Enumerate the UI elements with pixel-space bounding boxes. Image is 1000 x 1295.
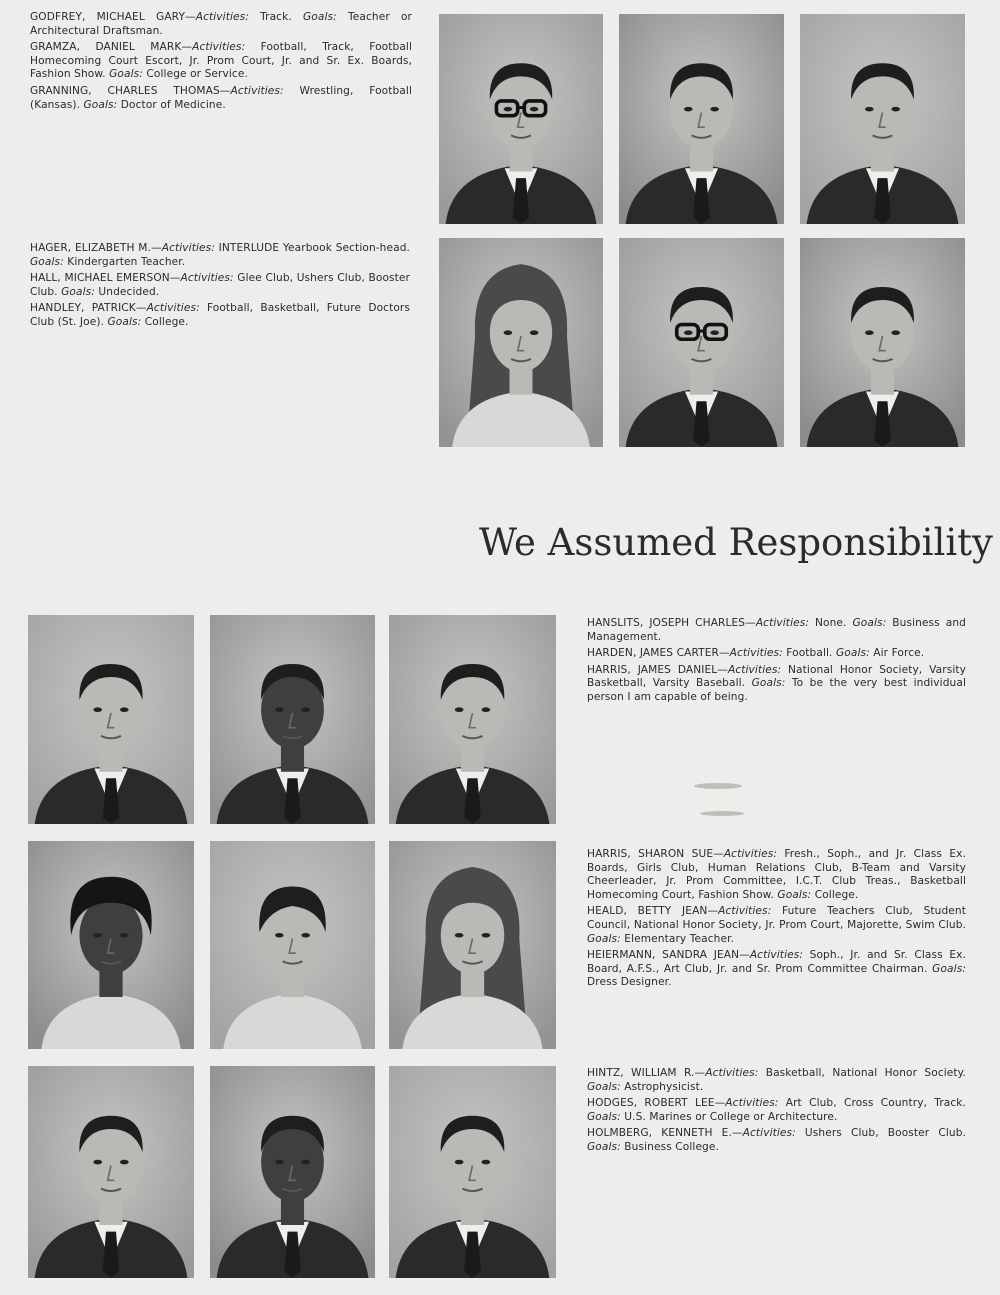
student-bio: [30, 242, 410, 269]
portrait-photo: [800, 14, 965, 224]
student-bio: [587, 949, 966, 990]
student-name: HALL, MICHAEL EMERSON—: [30, 272, 181, 285]
goals-label: Goals:: [751, 677, 786, 690]
bio-block-4: [587, 848, 966, 993]
activities-label: Activities:: [161, 242, 215, 254]
student-goals: Elementary Teacher.: [620, 932, 735, 945]
goals-label: Goals:: [587, 932, 621, 945]
student-bio: [587, 1067, 966, 1094]
student-goals: College or Service.: [142, 68, 248, 81]
portrait-photo: [210, 615, 375, 824]
goals-label: Goals:: [302, 11, 337, 23]
portrait-photo: [389, 841, 556, 1049]
student-bio: [30, 302, 410, 329]
student-name: HEALD, BETTY JEAN—: [587, 905, 719, 918]
student-bio: [587, 617, 966, 644]
goals-label: Goals:: [61, 285, 95, 298]
student-activities: Future Teachers Club, Student Council, National Honor Society, Jr. Prom Court, Majorette, Swim Club.: [587, 905, 966, 931]
student-bio: [30, 41, 412, 82]
student-goals: Kindergarten Teacher.: [63, 255, 186, 268]
portrait-photo: [439, 14, 603, 224]
activities-label: Activities:: [742, 1127, 796, 1140]
student-activities: Basketball, National Honor Society.: [758, 1067, 966, 1079]
print-smudge: [700, 811, 744, 816]
activities-label: Activities:: [729, 647, 783, 660]
student-goals: Air Force.: [869, 647, 925, 660]
goals-label: Goals:: [835, 647, 870, 660]
student-activities: Soph., Jr. and Sr. Class Ex. Board, A.F.S., Art Club, Jr. and Sr. Prom Committee Chairman.: [587, 949, 966, 975]
print-smudge: [694, 783, 742, 789]
student-goals: Business College.: [620, 1140, 719, 1153]
bio-block-3: [587, 617, 966, 708]
student-goals: College.: [811, 888, 859, 901]
student-name: HARRIS, SHARON SUE—: [587, 848, 724, 860]
portrait-photo: [210, 1066, 375, 1278]
student-goals: To be the very best individual person I am capable of being.: [587, 677, 966, 703]
portrait-photo: [389, 1066, 556, 1278]
bio-block-2: [30, 242, 410, 333]
activities-label: Activities:: [705, 1067, 759, 1079]
activities-label: Activities:: [192, 41, 246, 54]
activities-label: Activities:: [230, 84, 284, 97]
student-activities: Football, Basketball, Future Doctors Club (St. Joe).: [30, 302, 411, 328]
activities-label: Activities:: [727, 663, 782, 676]
portrait-photo: [619, 14, 784, 224]
portrait-photo: [619, 238, 784, 447]
student-goals: U.S. Marines or College or Architecture.: [620, 1110, 838, 1123]
student-bio: [587, 1097, 966, 1124]
student-activities: Football.: [782, 647, 836, 660]
goals-label: Goals:: [587, 1110, 621, 1123]
portrait-photo: [800, 238, 965, 447]
student-name: HINTZ, WILLIAM R.—: [587, 1067, 706, 1079]
show-through-text: [100, 524, 110, 559]
student-bio: [587, 664, 966, 705]
student-goals: Dress Designer.: [587, 976, 672, 989]
goals-label: Goals:: [83, 98, 118, 111]
bio-block-1: [30, 11, 412, 115]
student-name: GODFREY, MICHAEL GARY—: [30, 11, 196, 23]
student-goals: Astrophysicist.: [620, 1080, 704, 1093]
student-activities: Track.: [248, 11, 303, 23]
student-goals: College.: [141, 315, 189, 328]
activities-label: Activities:: [718, 905, 772, 918]
student-bio: [587, 1127, 966, 1154]
student-bio: [587, 848, 966, 902]
portrait-photo: [439, 238, 603, 447]
activities-label: Activities:: [723, 848, 778, 860]
activities-label: Activities:: [146, 302, 200, 315]
activities-label: Activities:: [725, 1097, 779, 1110]
student-name: HODGES, ROBERT LEE—: [587, 1097, 726, 1110]
student-bio: [587, 647, 966, 661]
student-goals: Business and Management.: [587, 617, 966, 643]
activities-label: Activities:: [180, 272, 234, 285]
student-goals: Teacher or Architectural Draftsman.: [30, 11, 413, 37]
student-name: HEIERMANN, SANDRA JEAN—: [587, 949, 750, 962]
bio-block-5: [587, 1067, 966, 1158]
student-activities: National Honor Society, Varsity Basketball, Varsity Baseball.: [587, 663, 966, 690]
activities-label: Activities:: [755, 617, 810, 629]
student-name: HANDLEY, PATRICK—: [30, 302, 147, 315]
portrait-photo: [28, 841, 194, 1049]
page-heading: We Assumed Responsibility: [479, 521, 993, 564]
student-activities: Fresh., Soph., and Jr. Class Ex. Boards, Girls Club, Human Relations Club, B-Team and Varsity Cheerleader, Jr. Prom Committee, I.C.T. Club Treas., Basketball Homecoming Court, Fashion Show.: [587, 848, 966, 901]
portrait-photo: [28, 1066, 194, 1278]
student-goals: Doctor of Medicine.: [117, 98, 226, 111]
activities-label: Activities:: [749, 949, 804, 962]
student-activities: Wrestling, Football (Kansas).: [30, 84, 412, 111]
activities-label: Activities:: [195, 11, 249, 23]
portrait-photo: [28, 615, 194, 824]
goals-label: Goals:: [587, 1140, 621, 1153]
student-bio: [30, 272, 410, 299]
student-activities: INTERLUDE Yearbook Section-head.: [214, 242, 410, 254]
portrait-photo: [210, 841, 375, 1049]
student-name: HANSLITS, JOSEPH CHARLES—: [587, 617, 756, 629]
student-activities: Glee Club, Ushers Club, Booster Club.: [30, 272, 410, 298]
goals-label: Goals:: [107, 315, 142, 328]
student-name: HAGER, ELIZABETH M.—: [30, 242, 162, 254]
student-name: HARDEN, JAMES CARTER—: [587, 647, 730, 660]
student-activities: Football, Track, Football Homecoming Court Escort, Jr. Prom Court, Jr. and Sr. Ex. Boards, Fashion Show.: [30, 41, 412, 81]
student-name: GRAMZA, DANIEL MARK—: [30, 41, 193, 54]
goals-label: Goals:: [587, 1080, 621, 1093]
goals-label: Goals:: [777, 888, 812, 901]
portrait-photo: [389, 615, 556, 824]
goals-label: Goals:: [852, 617, 887, 629]
student-name: HOLMBERG, KENNETH E.—: [587, 1127, 743, 1140]
goals-label: Goals:: [30, 255, 64, 268]
goals-label: Goals:: [109, 68, 143, 81]
student-activities: None.: [809, 617, 853, 629]
student-name: HARRIS, JAMES DANIEL—: [587, 663, 728, 676]
student-activities: Art Club, Cross Country, Track.: [778, 1097, 966, 1110]
student-bio: [587, 905, 966, 946]
goals-label: Goals:: [932, 962, 966, 975]
student-name: GRANNING, CHARLES THOMAS—: [30, 84, 231, 97]
student-bio: [30, 11, 412, 38]
student-activities: Ushers Club, Booster Club.: [795, 1127, 966, 1140]
student-bio: [30, 85, 412, 112]
student-goals: Undecided.: [94, 285, 160, 298]
